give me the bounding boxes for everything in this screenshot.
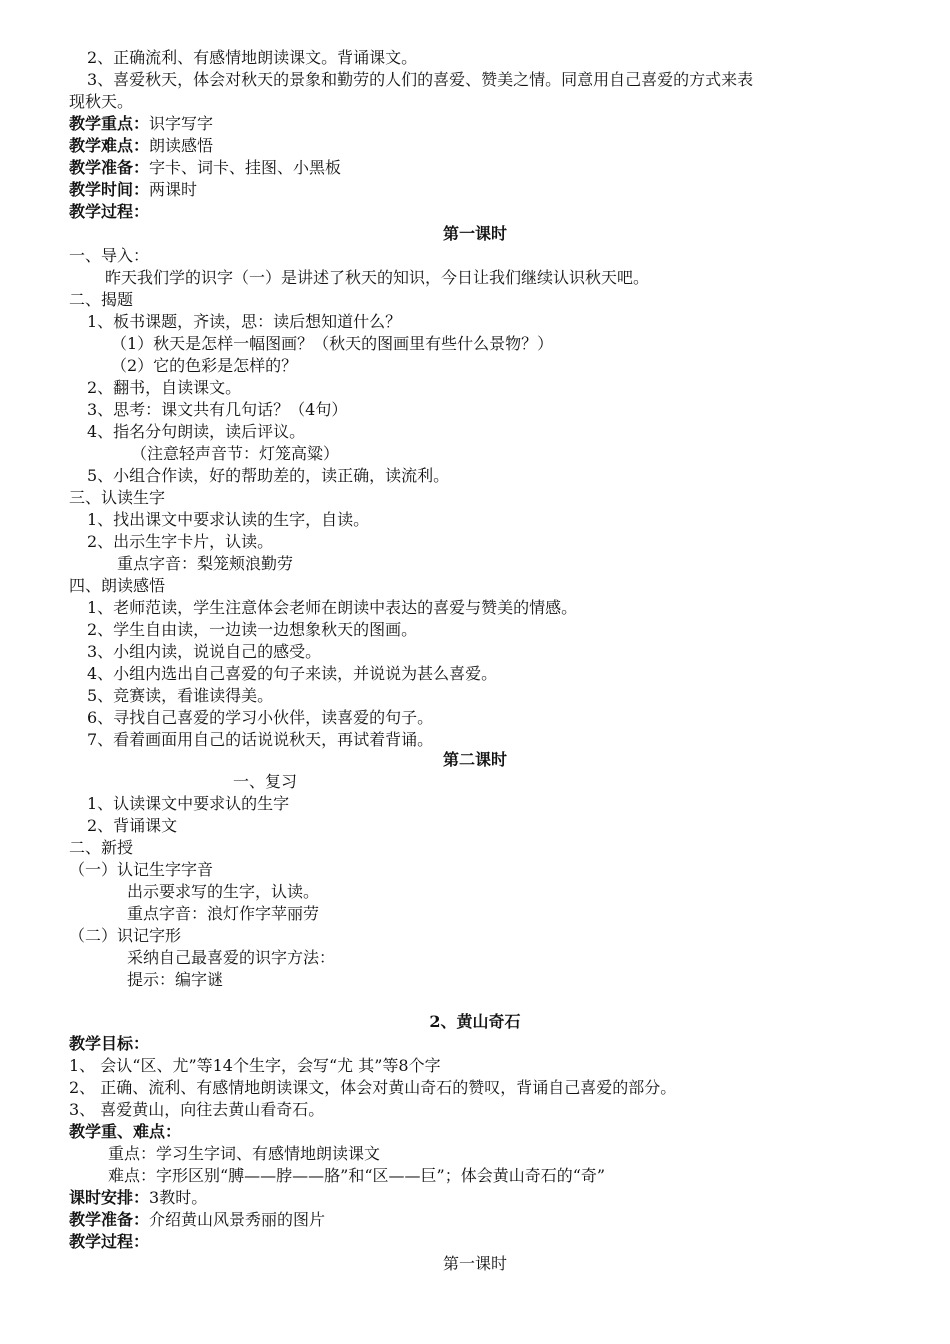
section2-lesson1-title: 第一课时	[442, 1254, 507, 1273]
lesson1-line: 4、指名分句朗读，读后评议。	[87, 422, 306, 441]
lesson1-line: 5、竞赛读，看谁读得美。	[87, 686, 274, 705]
lesson1-line: 二、揭题	[69, 290, 134, 309]
lesson1-line: 重点字音：梨笼颊浪勤劳	[117, 554, 294, 573]
section2-goals-label: 教学目标：	[69, 1034, 150, 1053]
lesson1-line: 四、朗读感悟	[69, 576, 166, 595]
section2-preparation-label: 教学准备：	[69, 1210, 150, 1229]
key-point-value: 识字写字	[149, 114, 214, 133]
difficulty-label: 教学难点：	[69, 136, 150, 155]
section2-preparation-row	[69, 1210, 325, 1230]
lesson1-line: 昨天我们学的识字（一）是讲述了秋天的知识，今日让我们继续认识秋天吧。	[105, 268, 650, 287]
lesson1-line: 2、翻书，自读课文。	[87, 378, 242, 397]
lesson1-line: 5、小组合作读，好的帮助差的，读正确，读流利。	[87, 466, 450, 485]
difficulty-row	[69, 136, 213, 156]
section2-preparation-value: 介绍黄山风景秀丽的图片	[149, 1210, 326, 1229]
difficulty-value: 朗读感悟	[149, 136, 214, 155]
section2-title: 2、黄山奇石	[429, 1012, 521, 1031]
lesson1-line: 1、板书课题，齐读，思：读后想知道什么？	[87, 312, 402, 331]
time-row	[69, 180, 197, 200]
section2-goal-line: 1、 会认“区、尤”等14个生字，会写“尤 其”等8个字	[69, 1056, 441, 1075]
key-point-row	[69, 114, 213, 134]
lesson1-line: 1、老师范读，学生注意体会老师在朗读中表达的喜爱与赞美的情感。	[87, 598, 578, 617]
process-label: 教学过程：	[69, 202, 150, 221]
lesson1-line: 2、出示生字卡片，认读。	[87, 532, 274, 551]
preparation-value: 字卡、词卡、挂图、小黑板	[149, 158, 342, 177]
preparation-row	[69, 158, 341, 178]
section2-schedule-row	[69, 1188, 207, 1208]
section2-goal-line: 2、 正确、流利、有感情地朗读课文，体会对黄山奇石的赞叹，背诵自己喜爱的部分。	[69, 1078, 677, 1097]
section2-difficulty: 难点：字形区别“膊——脖——胳”和“区——巨”；体会黄山奇石的“奇”	[108, 1166, 606, 1185]
preparation-label: 教学准备：	[69, 158, 150, 177]
lesson2-line: 一、复习	[233, 772, 298, 791]
lesson2-title: 第二课时	[442, 750, 507, 769]
section2-goal-line: 3、 喜爱黄山，向往去黄山看奇石。	[69, 1100, 325, 1119]
lesson2-line: 2、背诵课文	[87, 816, 178, 835]
key-point-label: 教学重点：	[69, 114, 150, 133]
lesson2-line: 出示要求写的生字，认读。	[127, 882, 320, 901]
lesson1-line: 2、学生自由读，一边读一边想象秋天的图画。	[87, 620, 418, 639]
lesson2-line: 提示：编字谜	[127, 970, 224, 989]
section2-key-point: 重点：学习生字词、有感情地朗读课文	[108, 1144, 381, 1163]
lesson2-line: 采纳自己最喜爱的识字方法：	[127, 948, 336, 967]
time-value: 两课时	[149, 180, 198, 199]
lesson1-line: （2）它的色彩是怎样的？	[111, 356, 298, 375]
time-label: 教学时间：	[69, 180, 150, 199]
schedule-label: 课时安排：	[69, 1188, 150, 1207]
lesson1-line: 1、找出课文中要求认读的生字，自读。	[87, 510, 370, 529]
lesson2-line: 二、新授	[69, 838, 134, 857]
lesson1-line: （注意轻声音节：灯笼高粱）	[131, 444, 340, 463]
section2-key-label: 教学重、难点：	[69, 1122, 182, 1141]
lesson1-line: 4、小组内选出自己喜爱的句子来读，并说说为甚么喜爱。	[87, 664, 498, 683]
lesson2-line: （一）认记生字字音	[69, 860, 214, 879]
lesson2-line: 重点字音：浪灯作字苹丽劳	[127, 904, 320, 923]
goal-line-3: 3、喜爱秋天，体会对秋天的景象和勤劳的人们的喜爱、赞美之情。同意用自己喜爱的方式来表	[87, 70, 754, 89]
goal-line-2: 2、正确流利、有感情地朗读课文。背诵课文。	[87, 48, 418, 67]
lesson2-line: （二）识记字形	[69, 926, 182, 945]
lesson1-title: 第一课时	[442, 224, 507, 243]
lesson1-line: 三、认读生字	[69, 488, 166, 507]
lesson1-line: （1）秋天是怎样一幅图画？（秋天的图画里有些什么景物？）	[111, 334, 554, 353]
lesson2-line: 1、认读课文中要求认的生字	[87, 794, 290, 813]
lesson1-line: 6、寻找自己喜爱的学习小伙伴，读喜爱的句子。	[87, 708, 434, 727]
schedule-value: 3教时。	[149, 1188, 208, 1207]
lesson1-line: 3、小组内读，说说自己的感受。	[87, 642, 322, 661]
goal-line-3-cont: 现秋天。	[69, 92, 134, 111]
lesson1-line: 7、看着画面用自己的话说说秋天，再试着背诵。	[87, 730, 434, 749]
section2-process-label: 教学过程：	[69, 1232, 150, 1251]
lesson1-line: 3、思考：课文共有几句话？（4句）	[87, 400, 348, 419]
lesson1-line: 一、导入：	[69, 246, 150, 265]
